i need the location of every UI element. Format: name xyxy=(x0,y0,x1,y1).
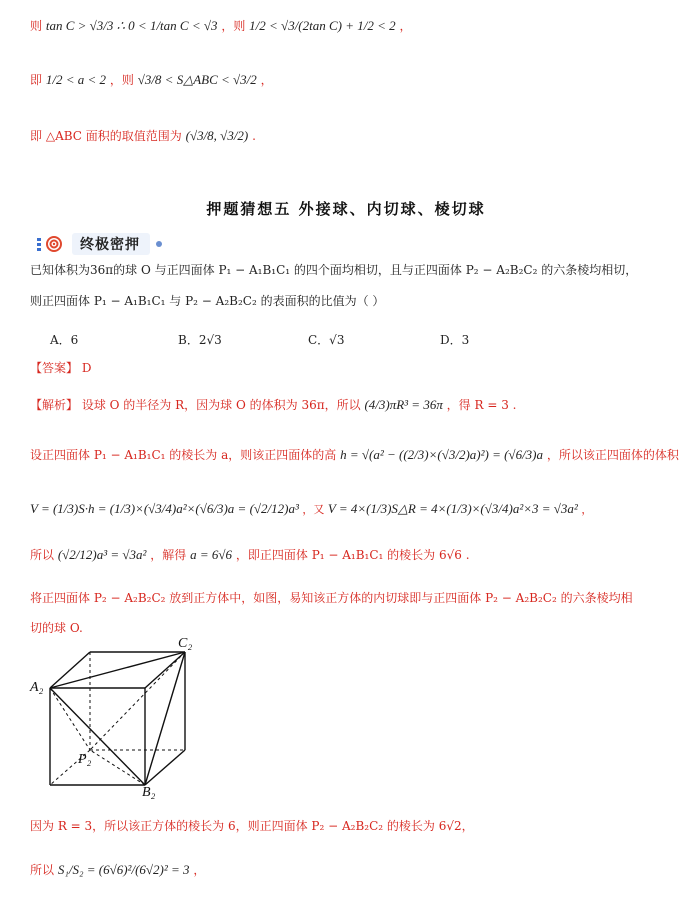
cube-diagram xyxy=(30,640,220,800)
solution-line-2-math: h = √(a² − ((2/3)×(√3/2)a)²) = (√6/3)a xyxy=(340,447,544,462)
line-2-mid: ，则 xyxy=(109,73,134,87)
line-2-math: 1/2 < a < 2 xyxy=(45,72,107,87)
solution-line-1-text: 设球 O 的半径为 R，因为球 O 的体积为 36π，所以 xyxy=(81,398,361,412)
answer-value: D xyxy=(81,361,92,375)
label-c2: C₂ xyxy=(178,636,193,651)
line-3-end: . xyxy=(252,129,256,143)
solution-line-6: 因为 R = 3，所以该正方体的棱长为 6，则正四面体 P₂ − A₂B₂C₂ 的棱长为 6√2， xyxy=(30,819,474,833)
line-3-math: (√3/8, √3/2) xyxy=(185,128,249,143)
label-p2: P₂ xyxy=(78,752,92,767)
line-3-prefix: 即 xyxy=(30,129,43,143)
solution-line-4-prefix: 所以 xyxy=(30,548,55,562)
solution-line-5b: 切的球 O. xyxy=(30,621,83,635)
label-a2: A₂ xyxy=(30,680,44,695)
target-icon xyxy=(36,235,66,253)
question-line-1: 已知体积为36π的球 O 与正四面体 P₁ − A₁B₁C₁ 的四个面均相切，且与正四面体 P₂ − A₂B₂C₂ 的六条棱均相切， xyxy=(30,263,638,277)
line-2 xyxy=(30,72,273,88)
option-b: B．2√3 xyxy=(178,333,222,347)
solution-line-1-math: (4/3)πR³ = 36π xyxy=(364,397,443,412)
line-1-math: tan C > √3/3 ∴ 0 < 1/tan C < √3 xyxy=(45,18,218,33)
solution-line-2-end: ，所以该正四面体的体积 xyxy=(546,448,679,462)
option-c: C．√3 xyxy=(308,333,345,347)
solution-label: 【解析】 xyxy=(30,398,79,412)
option-a: A．6 xyxy=(50,333,79,347)
line-1-end: ， xyxy=(399,19,412,33)
solution-line-3-end: ， xyxy=(581,503,593,516)
solution-line-7 xyxy=(30,862,205,878)
solution-line-7-math: S₁/S₂ = (6√6)²/(6√2)² = 3 xyxy=(57,862,190,877)
solution-line-7-prefix: 所以 xyxy=(30,863,55,877)
line-1-math-2: 1/2 < √3/(2tan C) + 1/2 < 2 xyxy=(249,18,396,33)
answer xyxy=(30,360,91,376)
solution-line-4 xyxy=(30,547,470,563)
solution-line-7-end: ， xyxy=(193,863,206,877)
solution-line-2 xyxy=(30,447,679,463)
solution-line-3-math-2: V = 4×(1/3)S△R = 4×(1/3)×(√3/4)a²×3 = √3a² xyxy=(327,501,578,516)
solution-line-4-end: ，即正四面体 P₁ − A₁B₁C₁ 的棱长为 6√6 . xyxy=(235,548,470,562)
line-1-mid: ，则 xyxy=(221,19,246,33)
solution-line-2-text: 设正四面体 P₁ − A₁B₁C₁ 的棱长为 a，则该正四面体的高 xyxy=(30,448,337,462)
solution-line-1-end: ，得 R = 3 . xyxy=(446,398,517,412)
line-2-math-2: √3/8 < S△ABC < √3/2 xyxy=(137,72,257,87)
question-line-2: 则正四面体 P₁ − A₁B₁C₁ 与 P₂ − A₂B₂C₂ 的表面积的比值为（ ） xyxy=(30,294,385,308)
line-2-end: ， xyxy=(260,73,273,87)
banner-label: 终极密押 xyxy=(72,233,150,255)
line-3 xyxy=(30,128,256,144)
line-1 xyxy=(30,18,412,34)
solution-line-3 xyxy=(30,501,592,518)
solution-line-5a: 将正四面体 P₂ − A₂B₂C₂ 放到正方体中，如图，易知该正方体的内切球即与正四面体 P₂ − A₂B₂C₂ 的六条棱均相 xyxy=(30,591,633,605)
label-b2: B₂ xyxy=(142,785,156,800)
answer-label: 【答案】 xyxy=(30,361,79,375)
line-2-prefix: 即 xyxy=(30,73,43,87)
line-1-prefix: 则 xyxy=(30,19,43,33)
solution-line-4-math-2: a = 6√6 xyxy=(190,547,233,562)
option-d: D．3 xyxy=(440,333,470,347)
cube-figure xyxy=(30,636,220,804)
banner-dot xyxy=(156,241,162,247)
solution-line-4-mid: ，解得 xyxy=(150,548,187,562)
section-title: 押题猜想五 外接球、内切球、棱切球 xyxy=(206,200,486,218)
banner xyxy=(36,233,162,255)
solution-line-1 xyxy=(30,397,516,413)
solution-line-4-math: (√2/12)a³ = √3a² xyxy=(57,547,147,562)
line-3-mid: △ABC 面积的取值范围为 xyxy=(45,129,182,143)
solution-line-3-math: V = (1/3)S·h = (1/3)×(√3/4)a²×(√6/3)a = (√2/12)a³ xyxy=(30,501,299,516)
solution-line-3-mid: ，又 xyxy=(302,503,325,516)
